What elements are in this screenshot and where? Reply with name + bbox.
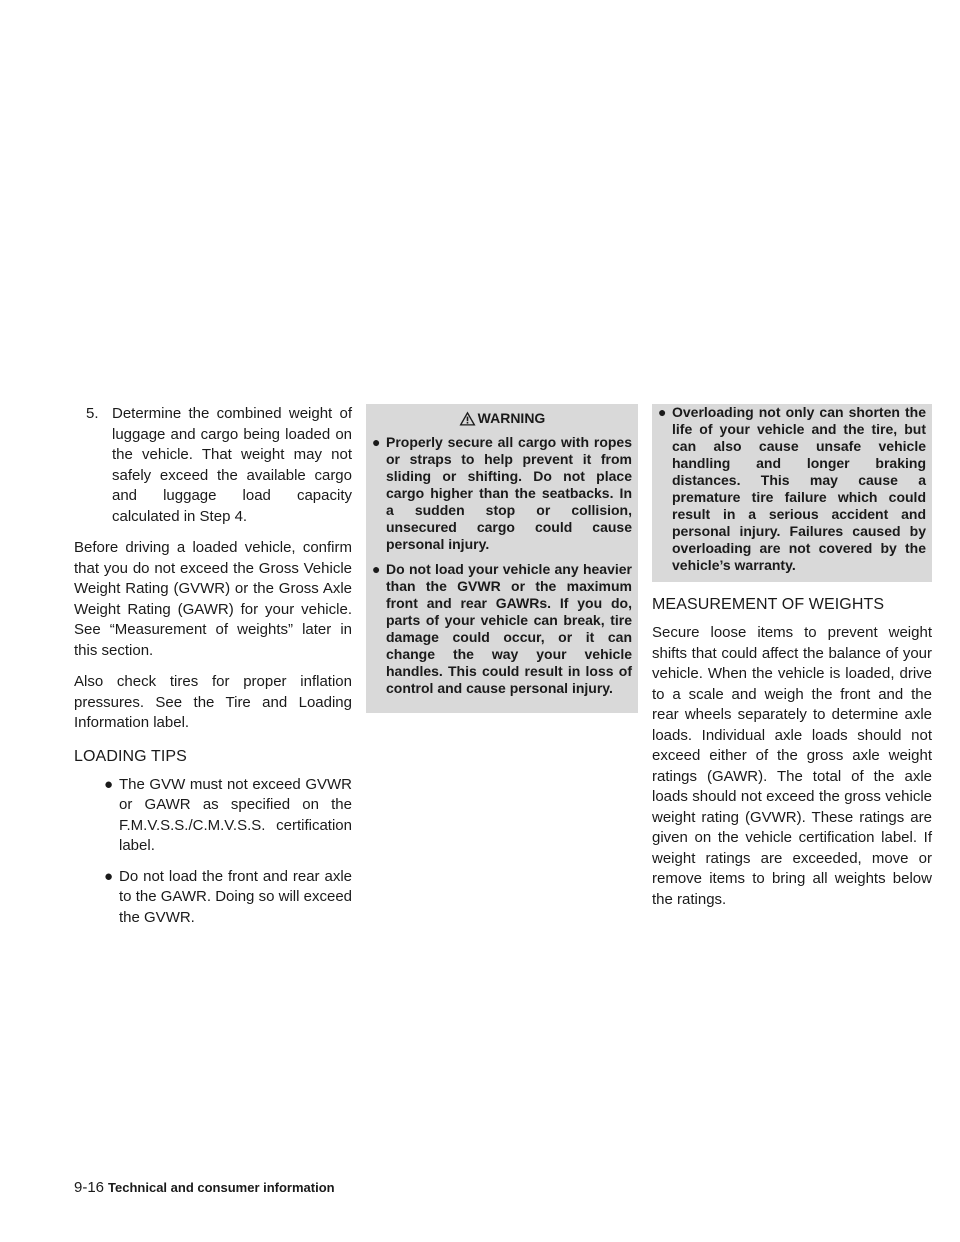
loading-tip-item: [104, 867, 352, 929]
step-text: Determine the combined weight of luggage and cargo being loaded on the vehicle. That weight may not safely exceed the available cargo and luggage load capacity calculated in Step 4.: [112, 405, 352, 525]
warning-box-continued: [652, 404, 932, 582]
warning-box: [366, 404, 638, 713]
warning-item: [658, 404, 926, 574]
step-5: [86, 404, 352, 527]
loading-tip-text: Do not load the front and rear axle to the GAWR. Doing so will exceed the GVWR.: [119, 867, 352, 926]
confirm-paragraph: Before driving a loaded vehicle, confirm that you do not exceed the Gross Vehicle Weight Rating (GVWR) or the Gross Axle Weight Rating (GAWR) for your vehicle. See “Measurement of weights” later in this section.: [74, 539, 352, 659]
warning-text: Overloading not only can shorten the life of your vehicle and the tire, but can also cause unsafe vehicle handling and longer braking distances. This may cause a premature tire failure which could result in a serious accident and personal injury. Failures caused by overloading are not covered by the vehicle’s warranty.: [672, 404, 926, 573]
warning-header: [372, 408, 632, 428]
warning-triangle-icon: [459, 411, 476, 426]
bullet-icon: ●: [104, 867, 114, 885]
loading-tips-heading: LOADING TIPS: [74, 747, 187, 765]
warning-text: Do not load your vehicle any heavier than the GVWR or the maximum front and rear GAWRs. If you do, parts of your vehicle can break, tire damage could occur, or it can change the way your vehicle handles. This could result in loss of control and cause personal injury.: [386, 561, 632, 696]
left-column: [74, 404, 352, 938]
inflation-paragraph: Also check tires for proper inflation pressures. See the Tire and Loading Information label.: [74, 673, 352, 731]
measurement-heading: MEASUREMENT OF WEIGHTS: [652, 596, 885, 613]
page-footer: [74, 1179, 335, 1197]
warning-title: WARNING: [477, 410, 546, 426]
bullet-icon: ●: [372, 434, 381, 450]
warning-item: [372, 561, 632, 697]
bullet-icon: ●: [372, 561, 381, 577]
page-number: 9-16: [74, 1179, 105, 1196]
bullet-icon: ●: [104, 775, 114, 793]
bullet-icon: ●: [658, 404, 667, 420]
warning-item: [372, 434, 632, 553]
measurement-paragraph: Secure loose items to prevent weight shifts that could affect the balance of your vehicle. When the vehicle is loaded, drive to a scale and weigh the front and the rear wheels separately to determine axle loads. Individual axle loads should not exceed either of the gross axle weight ratings (GAWR). The total of the axle loads should not exceed the gross vehicle weight rating (GVWR). These ratings are given on the vehicle certification label. If weight ratings are exceeded, move or remove items to bring all weights below the ratings.: [652, 624, 932, 908]
step-number: 5.: [86, 405, 99, 422]
loading-tip-text: The GVW must not exceed GVWR or GAWR as specified on the F.M.V.S.S./C.M.V.S.S. certification label.: [119, 775, 352, 854]
middle-column: [366, 404, 638, 713]
warning-text: Properly secure all cargo with ropes or straps to help prevent it from sliding or shifting. Do not place cargo higher than the seatbacks. In a sudden stop or collision, unsecured cargo could cause personal injury.: [386, 434, 632, 552]
right-column: [652, 404, 932, 910]
section-name: Technical and consumer information: [108, 1180, 335, 1195]
loading-tip-item: [104, 775, 352, 857]
